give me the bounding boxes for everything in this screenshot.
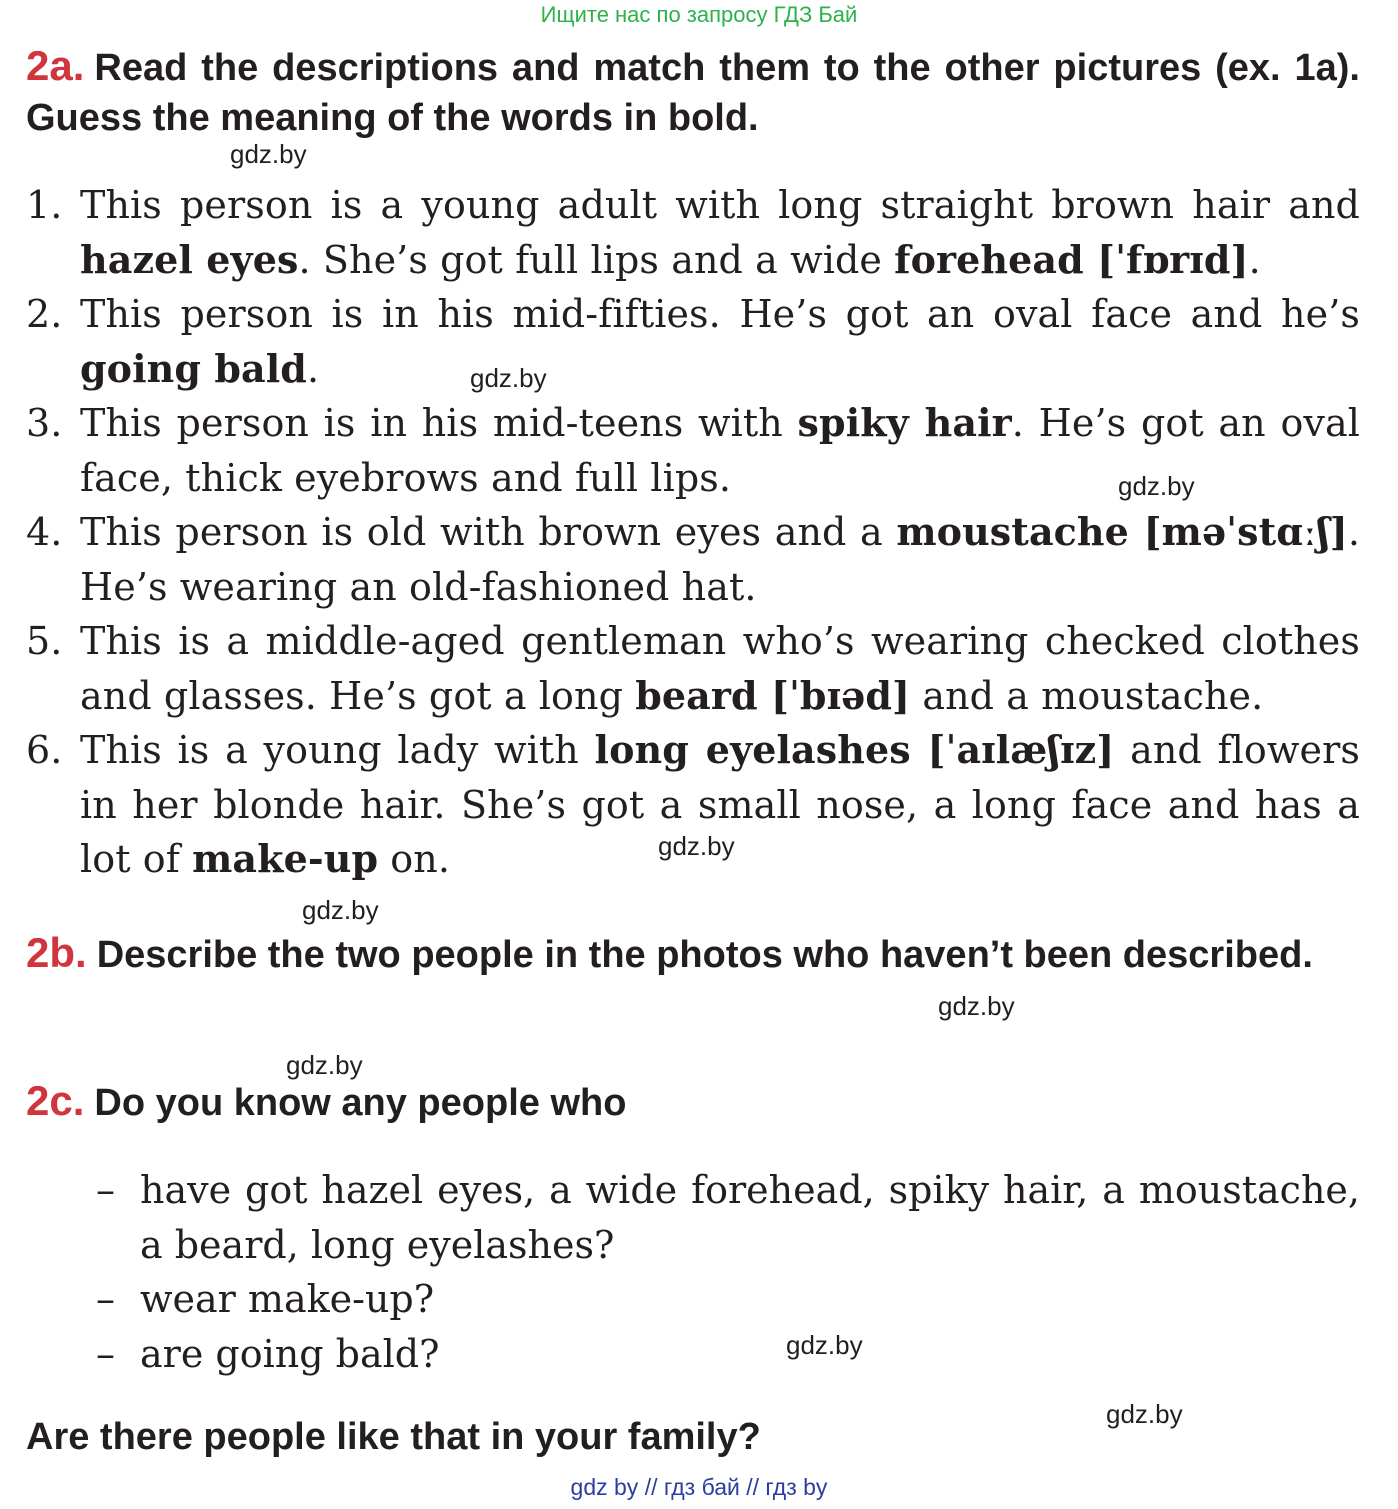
watermark: gdz.by	[470, 363, 547, 393]
description-item	[26, 505, 1360, 614]
task-2c-heading	[26, 1076, 1360, 1128]
dash-marker: –	[96, 1168, 115, 1212]
bold-vocabulary: spiky hair	[797, 400, 1012, 445]
question-text: wear make-up?	[140, 1277, 435, 1321]
item-text: on.	[378, 837, 451, 881]
watermark: gdz.by	[286, 1050, 363, 1080]
item-number: 5.	[26, 619, 63, 663]
question-item	[96, 1272, 1360, 1327]
question-text: have got hazel eyes, a wide forehead, spiky hair, a moustache, a beard, long eyelashes?	[140, 1168, 1360, 1267]
bold-vocabulary: moustache [məˈstɑːʃ]	[896, 509, 1348, 554]
question-list	[96, 1163, 1360, 1381]
footer: gdz by // гдз бай // гдз by	[570, 1474, 828, 1500]
bold-vocabulary: make-up	[192, 836, 379, 881]
item-number: 3.	[26, 401, 63, 445]
bold-vocabulary: going bald	[80, 345, 307, 391]
item-number: 2.	[26, 292, 63, 336]
description-item	[26, 287, 1360, 396]
watermark: gdz.by	[658, 831, 735, 861]
task-2a-number: 2a.	[26, 42, 85, 89]
item-text: This person is in his mid-fifties. He’s got an oval face and he’s	[80, 292, 1360, 336]
task-2b-text: Describe the two people in the photos who haven’t been described.	[96, 934, 1313, 976]
item-number: 1.	[26, 183, 63, 227]
bold-vocabulary: forehead [ˈfɒrɪd]	[894, 236, 1249, 282]
dash-marker: –	[96, 1277, 115, 1321]
dash-marker: –	[96, 1331, 115, 1376]
description-list	[26, 178, 1360, 887]
bold-vocabulary: hazel eyes	[80, 236, 299, 282]
final-question: Are there people like that in your family?	[26, 1416, 761, 1458]
question-item	[96, 1327, 1360, 1382]
watermark: gdz.by	[230, 139, 307, 169]
item-text: This is a middle-aged gentleman who’s wearing checked clothes and glasses. He’s got a long	[80, 619, 1360, 718]
item-text: This is a young lady with	[80, 728, 595, 772]
task-2a-heading	[26, 41, 1360, 143]
question-item	[96, 1163, 1360, 1272]
description-item	[26, 178, 1360, 287]
watermark: gdz.by	[1106, 1399, 1183, 1429]
item-text: This person is old with brown eyes and a	[80, 510, 897, 554]
task-2b-number: 2b.	[26, 929, 87, 976]
task-2a-text: Read the descriptions and match them to the other pictures (ex. 1a). Guess the meaning of the words in bold.	[26, 47, 1360, 139]
item-text: and a moustache.	[910, 673, 1264, 718]
item-text: This person is a young adult with long straight brown hair and	[80, 183, 1360, 227]
task-2c-text: Do you know any people who	[94, 1082, 627, 1124]
watermark: gdz.by	[302, 895, 379, 925]
item-text: .	[1248, 237, 1261, 282]
description-item	[26, 614, 1360, 723]
question-text: are going bald?	[140, 1331, 440, 1376]
task-2b-heading	[26, 928, 1360, 980]
item-text: This person is in his mid-teens with	[80, 401, 798, 445]
item-number: 6.	[26, 728, 63, 772]
item-text: . He’s wearing an old-fashioned hat.	[80, 510, 1360, 609]
item-text: . She’s got full lips and a wide	[298, 237, 895, 282]
watermark: gdz.by	[938, 991, 1015, 1021]
top-note: Ищите нас по запросу ГДЗ Бай	[540, 2, 858, 27]
bold-vocabulary: long eyelashes [ˈaɪlæʃɪz]	[594, 727, 1115, 772]
watermark: gdz.by	[786, 1330, 863, 1360]
task-2c-number: 2c.	[26, 1077, 85, 1124]
bold-vocabulary: beard [ˈbɪəd]	[635, 672, 911, 718]
item-number: 4.	[26, 510, 63, 554]
item-text: and flowers in her blonde hair. She’s got a small nose, a long face and has a lot of	[80, 728, 1360, 881]
item-text: . He’s got an oval face, thick eyebrows and full lips.	[80, 401, 1360, 500]
watermark: gdz.by	[1118, 471, 1195, 501]
item-text: .	[306, 346, 320, 391]
